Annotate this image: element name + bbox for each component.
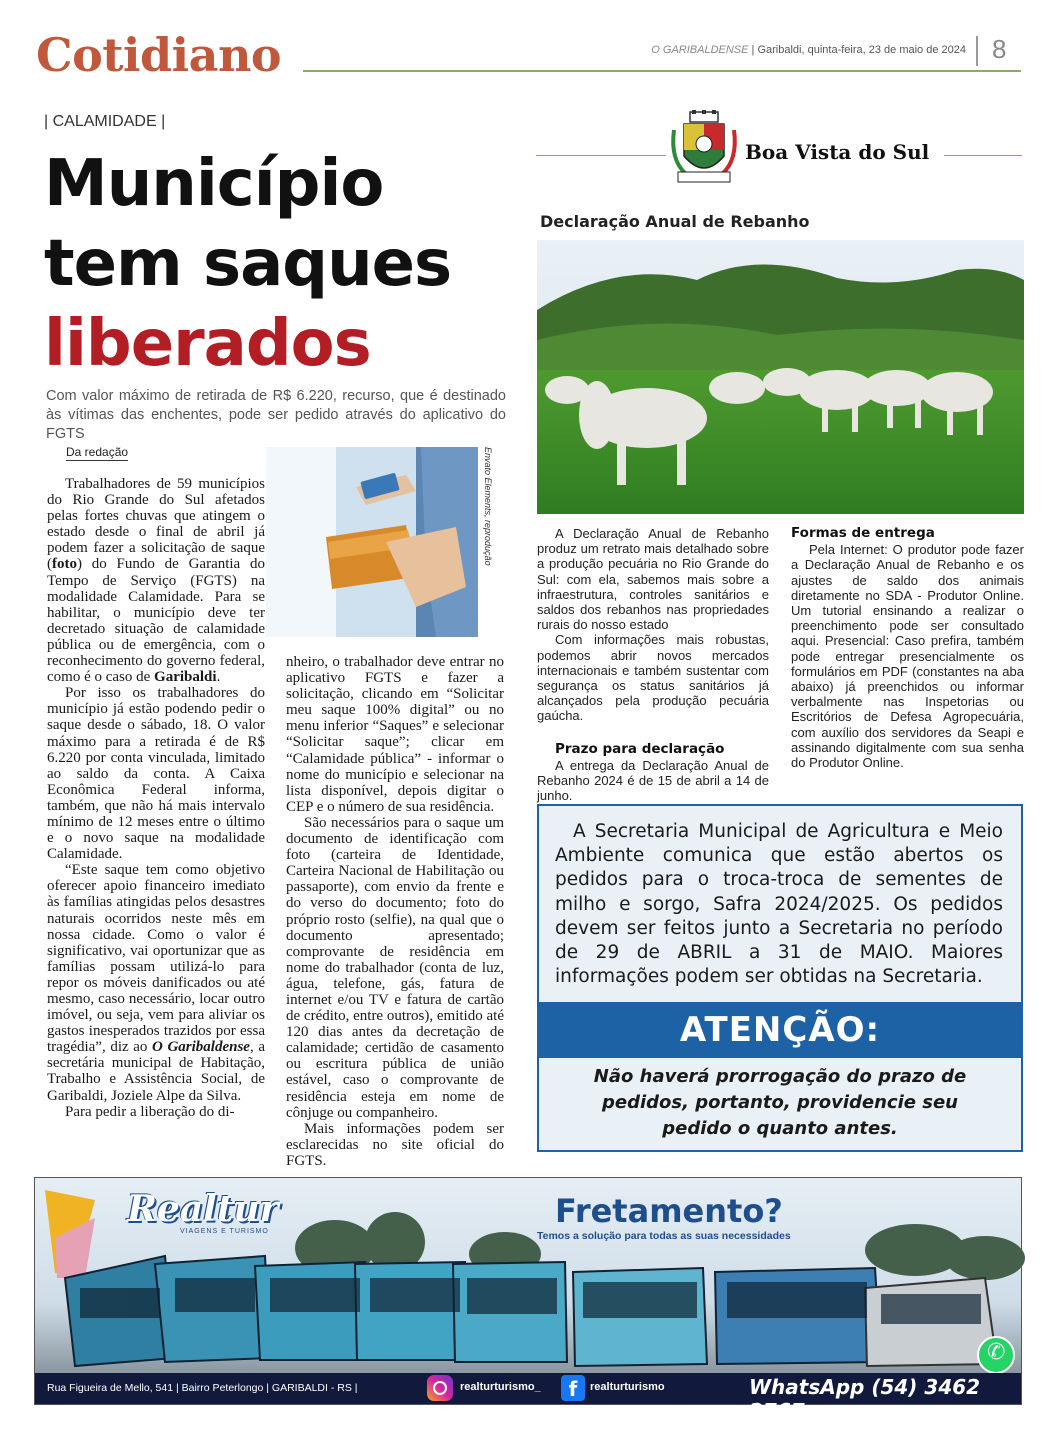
notice-title: ATENÇÃO: <box>679 1010 881 1050</box>
paragraph: Mais informações podem ser esclarecidas no site oficial do FGTS. <box>286 1120 504 1169</box>
realtur-advertisement <box>34 1177 1022 1423</box>
headline-line-1: Município <box>44 147 384 221</box>
paragraph: A entrega da Declaração Anual de Rebanho 2024 é de 15 de abril a 14 de junho. <box>537 757 769 804</box>
paragraph: São necessários para o saque um documento de identificação com foto (carteira de Identidade, Carteira Nacional de Habilitação ou passaporte), com envio da frente e do verso do documento; foto do próprio rosto (selfie), na qual que o documento apresentado; comprovante de residência em nome do trabalhador (conta de luz, água, telefone, gás, fatura de internet e/ou TV e fatura de cartão de crédito, entre outros), emitido até 120 dias antes da decretação de calamidade; certidão de casamento ou escritura pública de união estável, caso o comprovante de residência esteja em nome de cônjuge ou companheiro. <box>286 814 504 1121</box>
paragraph: Com informações mais robustas, podemos abrir novos mercados internacionais e também sustentar com segurança os status sanitários já alcançados pela produção pecuária gaúcha. <box>537 632 769 724</box>
notice-warning: Não haverá prorrogação do prazo de pedidos, portanto, providencie seu pedido o quanto antes. <box>593 1066 967 1139</box>
sidebar-column-1 <box>537 526 769 803</box>
notice-text: A Secretaria Municipal de Agricultura e Meio Ambiente comunica que estão abertos os pedidos para o troca-troca de sementes de milho e sorgo, Safra 2024/2025. Os pedidos devem ser feitos junto a Secretaria no período de 29 de ABRIL a 31 de MAIO. Maiores informações podem ser obtidas na Secretaria. <box>555 821 1003 988</box>
section-title: Cotidiano <box>36 28 282 82</box>
notice-band <box>539 1002 1021 1058</box>
story-deck: Com valor máximo de retirada de R$ 6.220, recurso, que é destinado às vítimas das enchentes, pode ser pedido através do aplicativo do FGTS <box>46 388 506 442</box>
sidebar-column-2 <box>791 526 1024 770</box>
municipality-rule-right <box>944 155 1022 156</box>
facebook-icon: f <box>561 1375 585 1401</box>
header-separator: | <box>751 44 755 56</box>
story-column-2 <box>286 654 504 1169</box>
ad-brand-subtitle: VIAGENS E TURISMO <box>180 1228 269 1235</box>
header-meta <box>651 44 966 56</box>
paragraph: Para pedir a liberação do di- <box>65 1103 235 1120</box>
story-headline <box>44 144 451 384</box>
ad-brand-logo: Realtur <box>127 1188 279 1230</box>
ad-tagline: Temos a solução para todas as suas necessidades <box>537 1230 791 1242</box>
paragraph: Pela Internet: O produtor pode fazer a Declaração Anual de Rebanho e os ajustes de saldo dos animais diretamente no SDA - Produtor Online. Um tutorial ensinando a realizar o preenchimento pode ser consultado aqui. Presencial: Caso prefira, também pode entregar presencialmente os formulários em PDF (constantes na aba abaixo) já preenchidos ou informar verbalmente nas Inspetorias ou Escritórios de Defesa Agropecuária, com auxílio dos servidores da Seapi e assinando digitalmente com sua senha do Produtor Online. <box>791 542 1024 771</box>
headline-line-2: tem saques <box>44 227 452 301</box>
whatsapp-icon <box>977 1336 1015 1374</box>
header-divider <box>976 36 978 66</box>
headline-line-3: liberados <box>44 307 371 381</box>
story-column-1 <box>47 476 265 1120</box>
paragraph: nheiro, o trabalhador deve entrar no aplicativo FGTS e fazer a solicitação, clicando em “Solicitar meu saque 100% digital” ou no menu inferior “Saques” e selecionar “Solicitar saque”; clicar em “Calamidade pública” - informar o nome do município e selecionar na lista disponível, depois digitar o CEP e o número de sua residência. <box>286 654 504 815</box>
municipality-name: Boa Vista do Sul <box>745 140 930 164</box>
notice-box <box>537 804 1023 1152</box>
ad-footer-bar <box>35 1373 1021 1423</box>
ad-facebook-handle: realturturismo <box>590 1381 665 1393</box>
paragraph: Por isso os trabalhadores do município já estão podendo pedir o saque desde o sábado, 18. O valor máximo para a retirada é de R$ 6.220 por conta vinculada, limitado ao saldo da conta. A Caixa Econômica Federal informa, também, que não há mais intervalo mínimo de 12 meses entre o último e o novo saque na modalidade Calamidade. <box>47 685 265 863</box>
ad-instagram-handle: realturturismo_ <box>460 1381 541 1393</box>
sidebar-heading: Declaração Anual de Rebanho <box>540 212 810 231</box>
paragraph: Trabalhadores de 59 municípios do Rio Grande do Sul afetados pelas fortes chuvas que atingem o estado desde o final de abril já podem fazer a solicitação de saque (foto) do Fundo de Garantia do Tempo de Serviço (FGTS) na modalidade Calamidade. Para se habilitar, o município deve ter decretado situação de calamidade pública ou de emergência, com o reconhecimento do governo federal, como é o caso de Garibaldi. <box>47 476 265 686</box>
story-kicker: | CALAMIDADE | <box>44 113 166 130</box>
dateline: Garibaldi, quinta-feira, 23 de maio de 2024 <box>757 44 966 56</box>
photo-credit: Envato Elements, reprodução <box>483 447 493 566</box>
header-rule <box>303 70 1021 72</box>
subheading-prazo: Prazo para declaração <box>555 740 725 757</box>
wallet-photo <box>266 447 478 637</box>
paragraph: A Declaração Anual de Rebanho produz um retrato mais detalhado sobre a produção pecuária no Rio Grande do Sul: com ela, sabemos mais sobre a infraestrutura, controles sanitários e saldos dos rebanhos nas propriedades rurais do nosso estado <box>537 526 769 633</box>
instagram-icon <box>427 1375 453 1401</box>
municipal-crest-icon <box>666 110 742 188</box>
municipality-rule-left <box>536 155 666 156</box>
ad-headline: Fretamento? <box>555 1192 783 1230</box>
ad-whatsapp-number: WhatsApp (54) 3462 2767 <box>749 1375 981 1423</box>
bus-fleet <box>65 1256 997 1366</box>
byline: Da redação <box>66 445 129 459</box>
ad-address: Rua Figueira de Mello, 541 | Bairro Peterlongo | GARIBALDI - RS | <box>47 1382 358 1394</box>
subheading-formas: Formas de entrega <box>791 525 935 541</box>
paragraph: “Este saque tem como objetivo oferecer apoio financeiro imediato às famílias atingidas pelos desastres naturais ocorridos neste mês em nossa cidade. Como o valor é significativo, vai oportunizar que as famílias possam utilizá-lo para repor os móveis danificados ou até mesmo, caso necessário, locar outro imóvel, ou seja, vem para aliviar os gastos inesperados trazidos por essa tragédia”, diz ao O Garibaldense, a secretária municipal de Habitação, Trabalho e Assistência Social, de Garibaldi, Joziele Alpe da Silva. <box>47 862 265 1104</box>
page-number: 8 <box>992 34 1007 64</box>
newspaper-name: O GARIBALDENSE <box>651 44 749 56</box>
cattle-photo <box>537 240 1024 514</box>
